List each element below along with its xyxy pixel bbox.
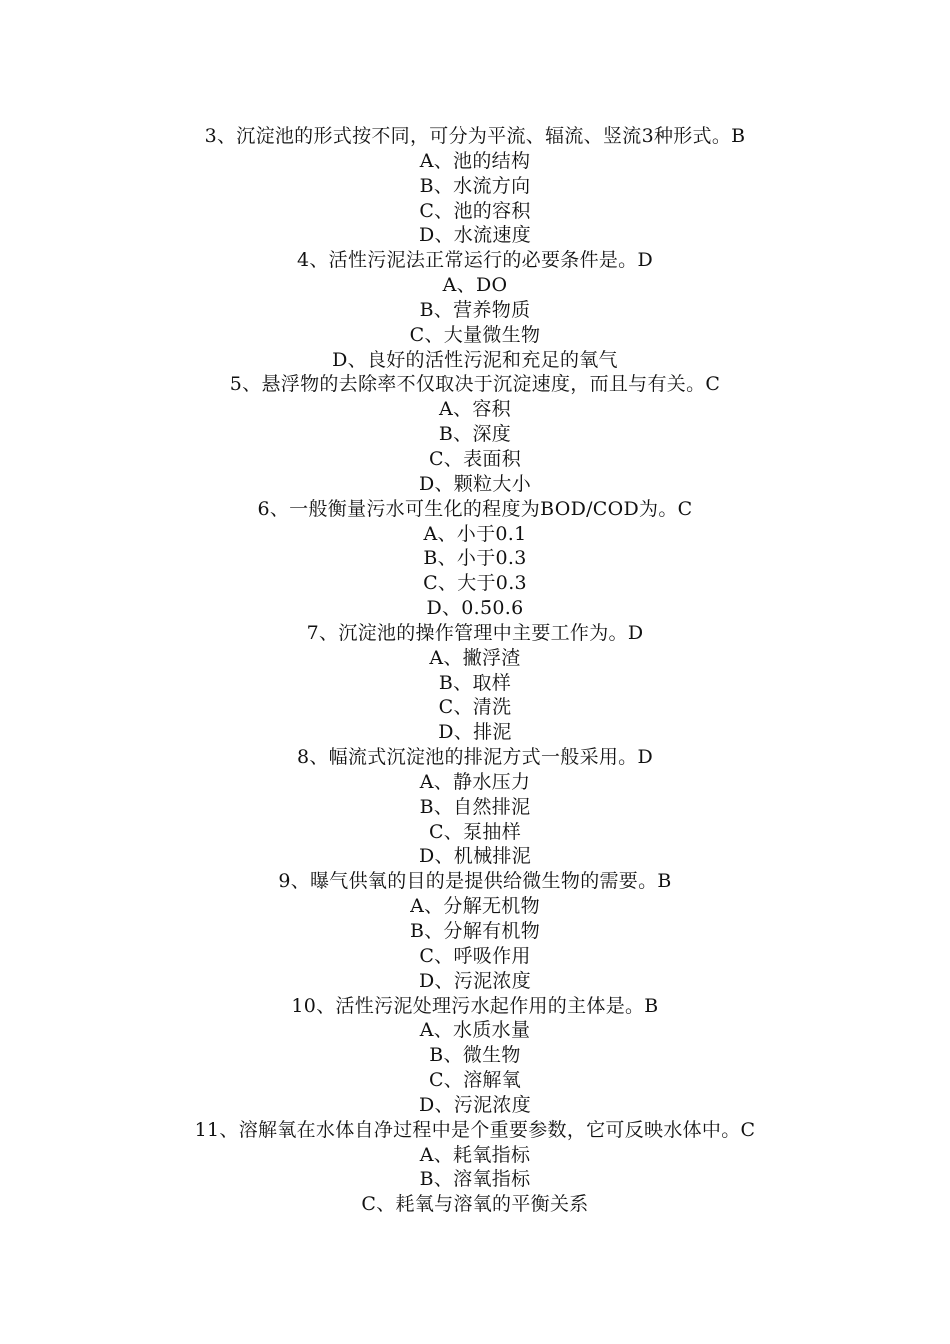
question-7-stem: 7、沉淀池的操作管理中主要工作为。D bbox=[306, 621, 644, 644]
document-page bbox=[0, 124, 950, 1217]
question-6-option-c: C、大于0.3 bbox=[423, 572, 527, 595]
question-3-option-c: C、池的容积 bbox=[419, 199, 531, 222]
question-9-stem: 9、曝气供氧的目的是提供给微生物的需要。B bbox=[278, 870, 672, 893]
question-8-stem: 8、幅流式沉淀池的排泥方式一般采用。D bbox=[296, 746, 654, 769]
question-6-stem: 6、一般衡量污水可生化的程度为BOD/COD为。C bbox=[257, 497, 693, 520]
question-3-option-a: A、池的结构 bbox=[419, 149, 531, 172]
question-3-stem: 3、沉淀池的形式按不同，可分为平流、辐流、竖流3种形式。B bbox=[204, 125, 746, 147]
question-3-option-d: D、水流速度 bbox=[418, 224, 532, 247]
question-6-option-d: D、0.5̄0.6 bbox=[426, 597, 524, 620]
question-10-option-c: C、溶解氧 bbox=[428, 1069, 522, 1092]
question-4-option-b: B、营养物质 bbox=[419, 298, 531, 321]
question-8-option-a: A、静水压力 bbox=[419, 770, 531, 793]
question-9-option-a: A、分解无机物 bbox=[410, 895, 540, 918]
question-10-option-b: B、微生物 bbox=[429, 1044, 521, 1067]
question-8-option-c: C、泵抽样 bbox=[428, 820, 522, 843]
question-10-option-d: D、污泥浓度 bbox=[418, 1093, 532, 1116]
question-6-option-b: B、小于0.3 bbox=[423, 547, 527, 570]
question-8-option-b: B、自然排泥 bbox=[419, 795, 531, 818]
question-11-option-a: A、耗氧指标 bbox=[419, 1143, 531, 1166]
question-9-option-b: B、分解有机物 bbox=[409, 920, 541, 942]
question-4-stem: 4、活性污泥法正常运行的必要条件是。D bbox=[296, 249, 654, 272]
question-7-option-b: B、取样 bbox=[438, 671, 512, 694]
question-4-option-c: C、大量微生物 bbox=[409, 323, 541, 346]
question-5-option-d: D、颗粒大小 bbox=[418, 472, 532, 495]
question-4-option-a: A、DO bbox=[442, 274, 508, 297]
question-10-stem: 10、活性污泥处理污水起作用的主体是。B bbox=[291, 994, 659, 1017]
question-5-stem: 5、悬浮物的去除率不仅取决于沉淀速度，而且与有关。C bbox=[229, 373, 721, 396]
question-5-option-b: B、深度 bbox=[438, 423, 512, 446]
question-5-option-a: A、容积 bbox=[439, 398, 511, 421]
question-3-option-b: B、水流方向 bbox=[419, 174, 531, 197]
question-9-option-c: C、呼吸作用 bbox=[419, 944, 531, 967]
question-4-option-d: D、良好的活性污泥和充足的氧气 bbox=[332, 348, 618, 371]
question-7-option-c: C、清洗 bbox=[438, 696, 512, 719]
question-6-option-a: A、小于0.1 bbox=[423, 522, 527, 545]
question-10-option-a: A、水质水量 bbox=[419, 1019, 531, 1042]
question-9-option-d: D、污泥浓度 bbox=[418, 969, 532, 992]
question-11-option-c: C、耗氧与溶氧的平衡关系 bbox=[361, 1193, 589, 1216]
question-5-option-c: C、表面积 bbox=[428, 447, 522, 470]
question-11-option-b: B、溶氧指标 bbox=[419, 1168, 531, 1191]
question-7-option-a: A、撇浮渣 bbox=[429, 646, 521, 669]
question-11-stem: 11、溶解氧在水体自净过程中是个重要参数，它可反映水体中。C bbox=[194, 1118, 756, 1141]
question-7-option-d: D、排泥 bbox=[438, 721, 512, 744]
question-8-option-d: D、机械排泥 bbox=[418, 845, 532, 868]
